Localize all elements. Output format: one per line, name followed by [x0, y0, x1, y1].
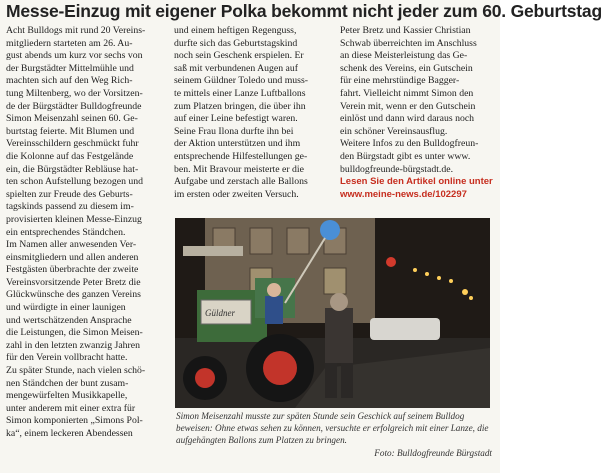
parked-car	[370, 318, 440, 340]
column-1-line: und wertschätzenden Ansprache	[6, 314, 132, 326]
balloon-blue	[320, 220, 340, 240]
column-2-line: Aufgabe und zerstach alle Ballons	[174, 176, 308, 188]
column-1-line: Acht Bulldogs mit rund 20 Vereins-	[6, 25, 146, 36]
column-1-line: mitgliedern starteten am 26. Au-	[6, 37, 133, 49]
column-3-line: Verein mit, wenn er den Gutschein	[340, 100, 476, 112]
column-1-line: spielten zur Freude des Geburts-	[6, 188, 133, 200]
column-1-line: mengewürfelten Musikkapelle,	[6, 390, 128, 402]
column-1-line: für den Verein vollbracht hatte.	[6, 352, 128, 364]
balloon-red	[386, 257, 396, 267]
column-1-line: Im Namen aller anwesenden Ver-	[6, 239, 137, 251]
column-3-line: einlöst und dann wird daraus noch	[340, 113, 475, 125]
tractor-sign-text: Güldner	[205, 308, 235, 318]
article-headline: Messe-Einzug mit eigener Polka bekommt nicht jeder zum 60. Geburtstag	[6, 1, 602, 21]
column-1-line: Simon komponierten „Simons Pol-	[6, 415, 143, 427]
column-2-line: auf einer Leine befestigt waren.	[174, 113, 298, 125]
column-1-line: Zu später Stunde, nach vielen schö-	[6, 365, 146, 377]
photo-caption	[176, 410, 492, 459]
online-promo-url: www.meine-news.de/102297	[340, 188, 467, 200]
photo-caption-text: Simon Meisenzahl musste zur späten Stunde sein Geschick auf seinem Bulldog beweisen: Ohne etwas sehen zu können, versuchte er erfolgreich mit einer Lanze, die aufgehängten Ballons zum Platzen zu bringen.	[176, 411, 489, 446]
column-2-line: ben. Mit Bravour meisterte er die	[174, 163, 304, 175]
column-1-line: provisierten kleinen Messe-Einzug	[6, 213, 142, 225]
column-2-line: entsprechende Hilfestellungen ge-	[174, 150, 308, 162]
column-2-line: und einem heftigen Regenguss,	[174, 25, 297, 36]
column-1-line: unter anderem mit einer extra für	[6, 402, 136, 414]
column-2-line: noch sein Geschenk erspielen. Er	[174, 50, 304, 62]
column-3-line: Peter Bretz und Kassier Christian	[340, 25, 471, 36]
article-photo	[175, 218, 490, 408]
column-1-line: de der Bürgstädter Bulldogfreunde	[6, 100, 142, 112]
column-3-line: fahrt. Vielleicht nimmt Simon den	[340, 87, 474, 99]
column-1-line: Simon Meisenzahl seinen 60. Ge-	[6, 113, 138, 125]
column-1-line: ten schon Aufstellung bezogen und	[6, 176, 144, 188]
canopy	[183, 246, 243, 256]
column-2-line: im ersten oder zweiten Versuch.	[174, 188, 299, 200]
photo-scene	[175, 218, 490, 408]
column-1-line: Vereinsschildern geschmückt fuhr	[6, 138, 139, 150]
column-1-line: Vereinsvorsitzende Peter Bretz die	[6, 276, 141, 288]
column-2-line: te mittels einer Lanze Luftballons	[174, 87, 306, 99]
column-3-line: Weitere Infos zu den Bulldogfreun-	[340, 138, 479, 150]
column-1-line: ein entsprechendes Ständchen.	[6, 226, 126, 238]
column-1-line: Festgästen überbrachte der zweite	[6, 264, 139, 276]
column-1-line: burtstag feierte. Mit Blumen und	[6, 125, 135, 137]
column-1-line: tung Miltenberg, wo der Vorsitzen-	[6, 87, 143, 99]
column-2-line: durfte sich das Geburtstagskind	[174, 37, 298, 49]
column-3-line: ein schöner Vereinsausflug.	[340, 125, 448, 137]
column-3-line: für eine mehrstündige Bagger-	[340, 75, 460, 87]
column-1-line: einsmitgliedern und allen anderen	[6, 251, 139, 263]
column-1-line: die Kolonne auf das Festgelände	[6, 150, 134, 162]
article-column-2	[174, 25, 332, 201]
article-column-3-text	[340, 25, 494, 176]
photo-credit: Foto: Bulldogfreunde Bürgstadt	[374, 447, 492, 458]
article-column-1	[6, 25, 166, 441]
column-1-line: Glückwünsche des ganzen Vereins	[6, 289, 141, 301]
column-1-line: ka“, einem leckeren Abendessen	[6, 428, 133, 439]
column-1-line: der Burgstädter Mittelmühle und	[6, 62, 134, 74]
column-1-line: die Leistungen, die Simon Meisen-	[6, 327, 143, 339]
article-column-3	[340, 25, 494, 201]
column-2-line: Seine Frau Ilona durfte ihn bei	[174, 125, 294, 137]
column-3-line: an diese Meisterleistung das Ge-	[340, 50, 468, 62]
column-2-line: seinem Güldner Toledo und muss-	[174, 75, 308, 87]
column-2-line: zum Platzen bringen, die über ihn	[174, 100, 306, 112]
column-1-line: und würdigte in einer launigen	[6, 302, 126, 314]
column-1-line: gust abends um kurz vor sechs von	[6, 50, 143, 62]
column-1-line: tagskinds passend zu diesem im-	[6, 201, 134, 213]
column-1-line: machten sich auf den Weg Rich-	[6, 75, 133, 87]
column-3-line: schenk des Vereins, ein Gutschein	[340, 62, 473, 74]
column-1-line: zahl in den letzten zwanzig Jahren	[6, 339, 141, 351]
column-2-line: saß mit verbundenen Augen auf	[174, 62, 299, 74]
column-1-line: ein, die Bürgstädter Rebläuse hat-	[6, 163, 139, 175]
online-promo-line-1: Lesen Sie den Artikel online unter	[340, 176, 493, 188]
column-1-line: nen Ständchen der bunt zusam-	[6, 377, 129, 389]
column-3-line: den Bürgstadt gibt es unter www.	[340, 150, 471, 162]
column-3-line: Schwab überreichten im Anschluss	[340, 37, 477, 49]
column-2-line: der Aktion unterstützen und ihm	[174, 138, 301, 150]
column-3-line: bulldogfreunde-bürgstadt.de.	[340, 163, 454, 175]
